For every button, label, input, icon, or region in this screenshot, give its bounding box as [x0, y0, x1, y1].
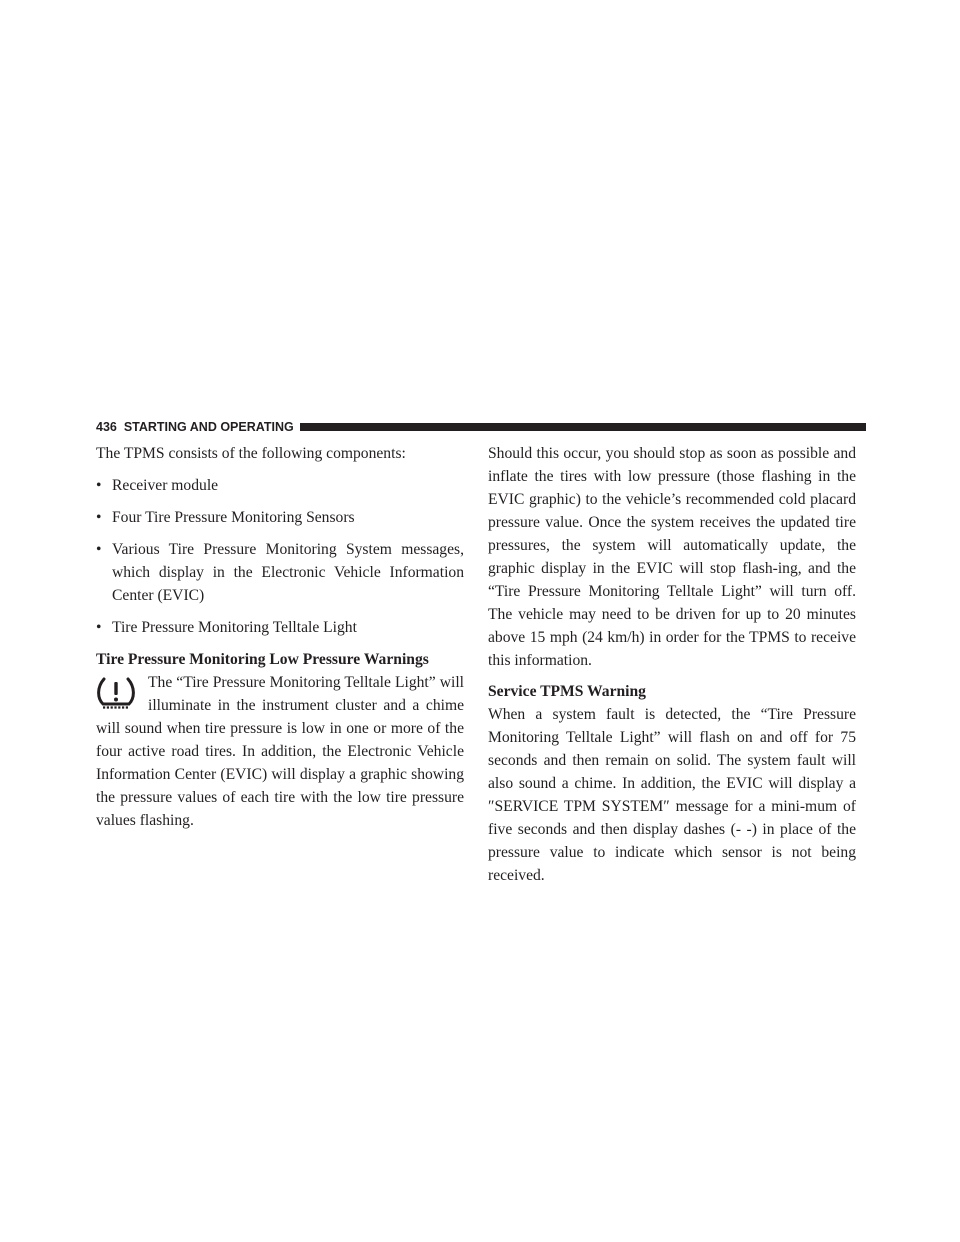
list-item — [96, 538, 464, 607]
warnings-heading: Tire Pressure Monitoring Low Pressure Warnings — [96, 651, 429, 668]
service-heading: Service TPMS Warning — [488, 683, 646, 700]
bullet-icon: • — [96, 619, 102, 636]
left-column — [96, 442, 464, 832]
bullet-icon: • — [96, 477, 102, 494]
page-number: 436 — [96, 420, 117, 434]
components-intro: The TPMS consists of the following components: — [96, 445, 406, 462]
list-item — [96, 616, 464, 639]
page-header — [96, 419, 866, 435]
list-item — [96, 474, 464, 497]
list-item — [96, 506, 464, 529]
service-paragraph: When a system fault is detected, the “Tire Pressure Monitoring Telltale Light” will flash on and off for 75 seconds and then remain on solid. The system fault will also sound a chime. In addition, the EVIC will display a ″SERVICE TPM SYSTEM″ message for a mini-mum of five seconds and then display dashes (- -) in place of the pressure value to indicate which sensor is not being received. — [488, 706, 856, 884]
continuation-paragraph: Should this occur, you should stop as soon as possible and inflate the tires with low pressure (those flashing in the EVIC graphic) to the vehicle’s recommended cold placard pressure value. Once the system receives the updated tire pressures, the system will automatically update, the graphic display in the EVIC will stop flash-ing, and the “Tire Pressure Monitoring Telltale Light” will turn off. The vehicle may need to be driven for up to 20 minutes above 15 mph (24 km/h) in order for the TPMS to receive this information. — [488, 445, 856, 669]
list-item-text: Tire Pressure Monitoring Telltale Light — [112, 619, 357, 636]
right-column — [488, 442, 856, 887]
warnings-text: The “Tire Pressure Monitoring Telltale Light” will illuminate in the instrument cluster and a chime will sound when tire pressure is low in one or more of the four active road tires. In addition, the Electronic Vehicle Information Center (EVIC) will display a graphic showing the pressure values of each tire with the low tire pressure values flashing. — [96, 674, 464, 829]
components-list — [96, 474, 464, 639]
bullet-icon: • — [96, 509, 102, 526]
warnings-paragraph — [96, 671, 464, 832]
list-item-text: Four Tire Pressure Monitoring Sensors — [112, 509, 355, 526]
section-title: STARTING AND OPERATING — [123, 420, 294, 434]
page-header-label — [96, 419, 300, 435]
list-item-text: Various Tire Pressure Monitoring System messages, which display in the Electronic Vehicle Information Center (EVIC) — [112, 541, 464, 604]
tire-pressure-warning-icon — [96, 673, 136, 713]
bullet-icon: • — [96, 541, 102, 558]
list-item-text: Receiver module — [112, 477, 219, 494]
